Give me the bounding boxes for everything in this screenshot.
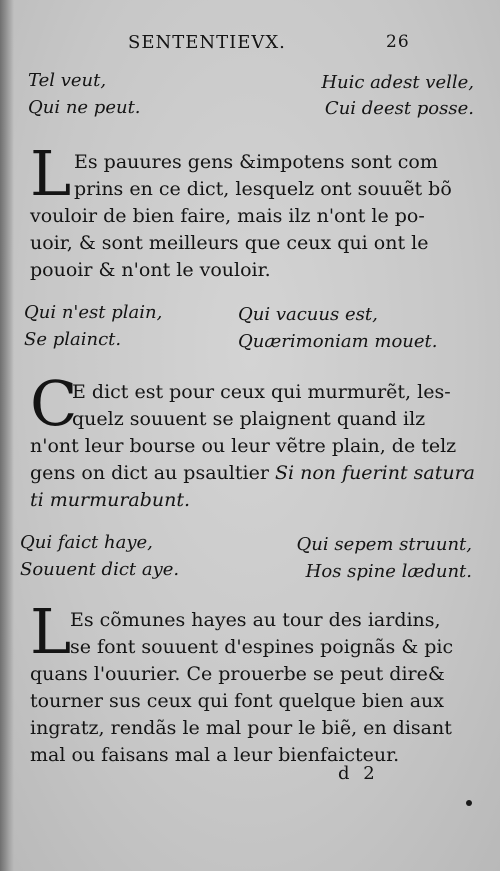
paragraph-line: quelz souuent se plaignent quand ilz — [72, 408, 426, 430]
paragraph-line — [30, 462, 475, 484]
drop-cap: C — [30, 367, 78, 440]
paragraph-line: n'ont leur bourse ou leur vẽtre plain, de telz — [30, 435, 457, 457]
running-title: SENTENTIEVX. — [128, 32, 286, 53]
proverb-1-latin-line-1: Huic adest velle, — [321, 72, 474, 93]
drop-cap: L — [30, 137, 72, 210]
commentary-paragraph-3 — [30, 595, 454, 766]
paragraph-line: prins en ce dict, lesquelz ont souuẽt bõ — [74, 178, 452, 200]
paragraph-line: vouloir de bien faire, mais ilz n'ont le po- — [30, 205, 425, 227]
proverb-3-latin-line-2: Hos spine lædunt. — [305, 561, 472, 582]
proverb-1-latin-line-2: Cui deest posse. — [324, 98, 474, 119]
proverb-3-french-line-2: Souuent dict aye. — [20, 559, 180, 580]
ink-spot — [466, 800, 472, 806]
proverb-2-latin-line-2: Quærimoniam mouet. — [238, 331, 438, 352]
paragraph-line: Es cõmunes hayes au tour des iardins, — [70, 609, 441, 631]
proverb-1-french-line-1: Tel veut, — [28, 70, 107, 91]
proverb-2-french-line-1: Qui n'est plain, — [24, 302, 163, 323]
paragraph-line: tourner sus ceux qui font quelque bien aux — [30, 690, 444, 712]
paragraph-line: uoir, & sont meilleurs que ceux qui ont le — [30, 232, 429, 254]
paragraph-line: Es pauures gens &impotens sont com — [74, 151, 438, 173]
paragraph-line: pouoir & n'ont le vouloir. — [30, 259, 271, 281]
paragraph-line: quans l'ouurier. Ce prouerbe se peut dire& — [30, 663, 445, 685]
proverb-2-french-line-2: Se plainct. — [24, 329, 122, 350]
psalter-quotation: Si non fuerint satura — [274, 462, 475, 484]
proverb-2-latin-line-1: Qui vacuus est, — [238, 304, 378, 325]
paragraph-line: E dict est pour ceux qui murmurẽt, les- — [72, 381, 451, 403]
proverb-1-french-line-2: Qui ne peut. — [28, 97, 141, 118]
commentary-paragraph-1 — [30, 137, 452, 281]
gutter-shadow — [0, 0, 14, 871]
paragraph-line: ingratz, rendãs le mal pour le biẽ, en disant — [30, 717, 452, 739]
signature-mark: d 2 — [338, 763, 379, 784]
paragraph-line: mal ou faisans mal a leur bienfaicteur. — [30, 744, 400, 766]
commentary-paragraph-2 — [30, 367, 475, 511]
page-number: 26 — [386, 32, 410, 52]
drop-cap: L — [30, 595, 72, 668]
paragraph-line: se font souuent d'espines poignãs & pic — [70, 636, 454, 658]
paragraph-text: gens on dict au psaultier — [30, 462, 269, 484]
psalter-quotation-continued: ti murmurabunt. — [30, 489, 191, 511]
proverb-3-latin-line-1: Qui sepem struunt, — [296, 534, 472, 555]
proverb-3-french-line-1: Qui faict haye, — [20, 532, 153, 553]
